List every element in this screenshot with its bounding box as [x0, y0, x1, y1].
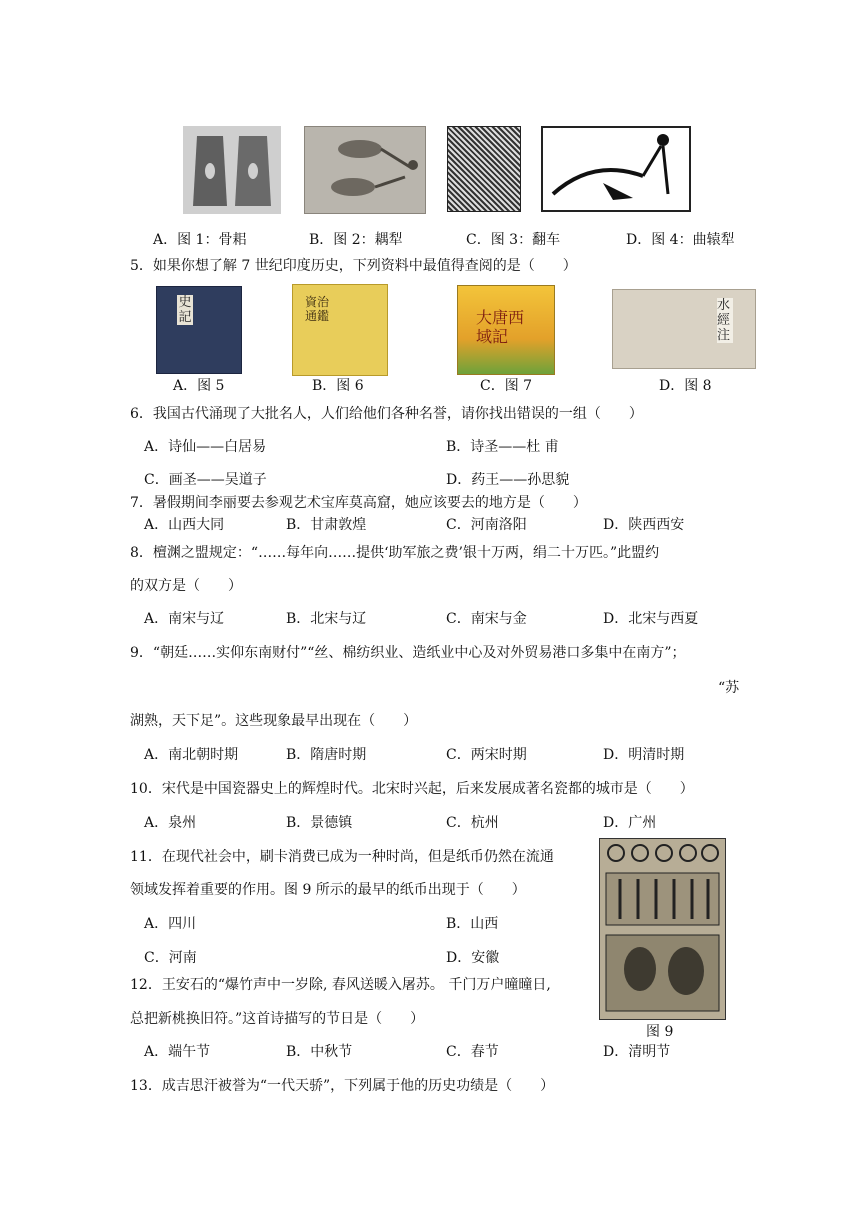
q10-option-b: B．景德镇	[286, 815, 353, 831]
q5-stem: 5．如果你想了解 7 世纪印度历史，下列资料中最值得查阅的是（ ）	[130, 258, 577, 274]
figure-6-title-text: 資治通鑑	[305, 295, 330, 323]
figure-7-title: 大唐西域記	[476, 308, 525, 346]
q9-stem-line2: “苏	[718, 680, 740, 696]
ox-plow-icon	[305, 127, 425, 213]
q12-stem-line1: 12．王安石的“爆竹声中一岁除, 春风送暖入屠苏。 千门万户曈曈日,	[130, 977, 551, 993]
q9-option-b: B．隋唐时期	[286, 747, 367, 763]
q11-option-c: C．河南	[144, 950, 197, 966]
q9-option-d: D．明清时期	[603, 747, 685, 763]
bone-spade-icon	[183, 126, 281, 214]
q6-option-c: C．画圣——吴道子	[144, 472, 267, 488]
q13-stem: 13．成吉思汗被誉为“一代天骄”，下列属于他的历史功绩是（ ）	[130, 1078, 555, 1094]
q6-option-a: A．诗仙——白居易	[144, 439, 267, 455]
q12-option-c: C．春节	[446, 1044, 499, 1060]
q11-option-b: B．山西	[446, 916, 499, 932]
banknote-icon	[600, 839, 725, 1019]
figure-3-square-pallet-chain-pump	[447, 126, 521, 212]
q10-option-a: A．泉州	[144, 815, 197, 831]
q9-stem-line3: 湖熟，天下足”。这些现象最早出现在（ ）	[130, 713, 418, 729]
q5-option-d: D．图 8	[659, 378, 712, 394]
q8-option-b: B．北宋与辽	[286, 611, 367, 627]
figure-9-caption: 图 9	[646, 1024, 674, 1040]
q5-option-a: A．图 5	[173, 378, 225, 394]
q11-stem-line1: 11．在现代社会中，刷卡消费已成为一种时尚，但是纸币仍然在流通	[130, 849, 554, 865]
figure-4-curved-shaft-plow	[541, 126, 691, 212]
figure-6-zizhi-tongjian-book	[292, 284, 388, 376]
q10-option-c: C．杭州	[446, 815, 499, 831]
q6-option-d: D．药王——孙思貌	[446, 472, 570, 488]
q12-option-d: D．清明节	[603, 1044, 671, 1060]
figure-7-datang-xiyuji-book	[457, 285, 555, 375]
q10-option-d: D．广州	[603, 815, 657, 831]
q12-option-b: B．中秋节	[286, 1044, 353, 1060]
figure-9-jiaozi-banknote	[599, 838, 726, 1020]
figure-8-title: 水經注	[717, 298, 733, 343]
curved-plow-icon	[543, 128, 685, 206]
q7-option-b: B．甘肃敦煌	[286, 517, 367, 533]
figure-2-ox-plow-relief	[304, 126, 426, 214]
q4-option-b: B．图 2：耦犁	[309, 232, 403, 248]
q12-stem-line2: 总把新桃换旧符。”这首诗描写的节日是（ ）	[130, 1011, 425, 1027]
q10-stem: 10．宋代是中国瓷器史上的辉煌时代。北宋时兴起，后来发展成著名瓷都的城市是（ ）	[130, 781, 694, 797]
figure-5-shiji-book	[156, 286, 242, 374]
q9-stem-line1: 9．“朝廷……实仰东南财付”“丝、棉纺织业、造纸业中心及对外贸易港口多集中在南方”；	[130, 645, 686, 661]
q7-option-a: A．山西大同	[144, 517, 225, 533]
q8-option-d: D．北宋与西夏	[603, 611, 699, 627]
q9-option-c: C．两宋时期	[446, 747, 527, 763]
q6-option-b: B．诗圣——杜 甫	[446, 439, 559, 455]
q8-stem-line1: 8．檀渊之盟规定：“……每年向……提供‘助军旅之费’银十万两，绢二十万匹。”此盟约	[130, 545, 660, 561]
q7-option-c: C．河南洛阳	[446, 517, 527, 533]
q5-option-b: B．图 6	[312, 378, 364, 394]
q7-stem: 7．暑假期间李丽要去参观艺术宝库莫高窟，她应该要去的地方是（ ）	[130, 495, 587, 511]
q4-option-d: D．图 4：曲辕犁	[626, 232, 735, 248]
q7-option-d: D．陕西西安	[603, 517, 685, 533]
q8-stem-line2: 的双方是（ ）	[130, 578, 242, 594]
figure-5-title: 史記	[178, 295, 192, 325]
q12-option-a: A．端午节	[144, 1044, 211, 1060]
q4-option-c: C．图 3：翻车	[466, 232, 561, 248]
q5-option-c: C．图 7	[480, 378, 533, 394]
q11-option-d: D．安徽	[446, 950, 500, 966]
q11-stem-line2: 领域发挥着重要的作用。图 9 所示的最早的纸币出现于（ ）	[130, 882, 526, 898]
q6-stem: 6．我国古代涌现了大批名人，人们给他们各种名誉，请你找出错误的一组（ ）	[130, 406, 643, 422]
figure-8-shuijing-zhu-book	[612, 289, 756, 369]
q8-option-c: C．南宋与金	[446, 611, 527, 627]
figure-1-bone-spade	[183, 126, 281, 214]
q11-option-a: A．四川	[144, 916, 197, 932]
q8-option-a: A．南宋与辽	[144, 611, 225, 627]
q4-option-a: A．图 1：骨耜	[153, 232, 247, 248]
q9-option-a: A．南北朝时期	[144, 747, 239, 763]
